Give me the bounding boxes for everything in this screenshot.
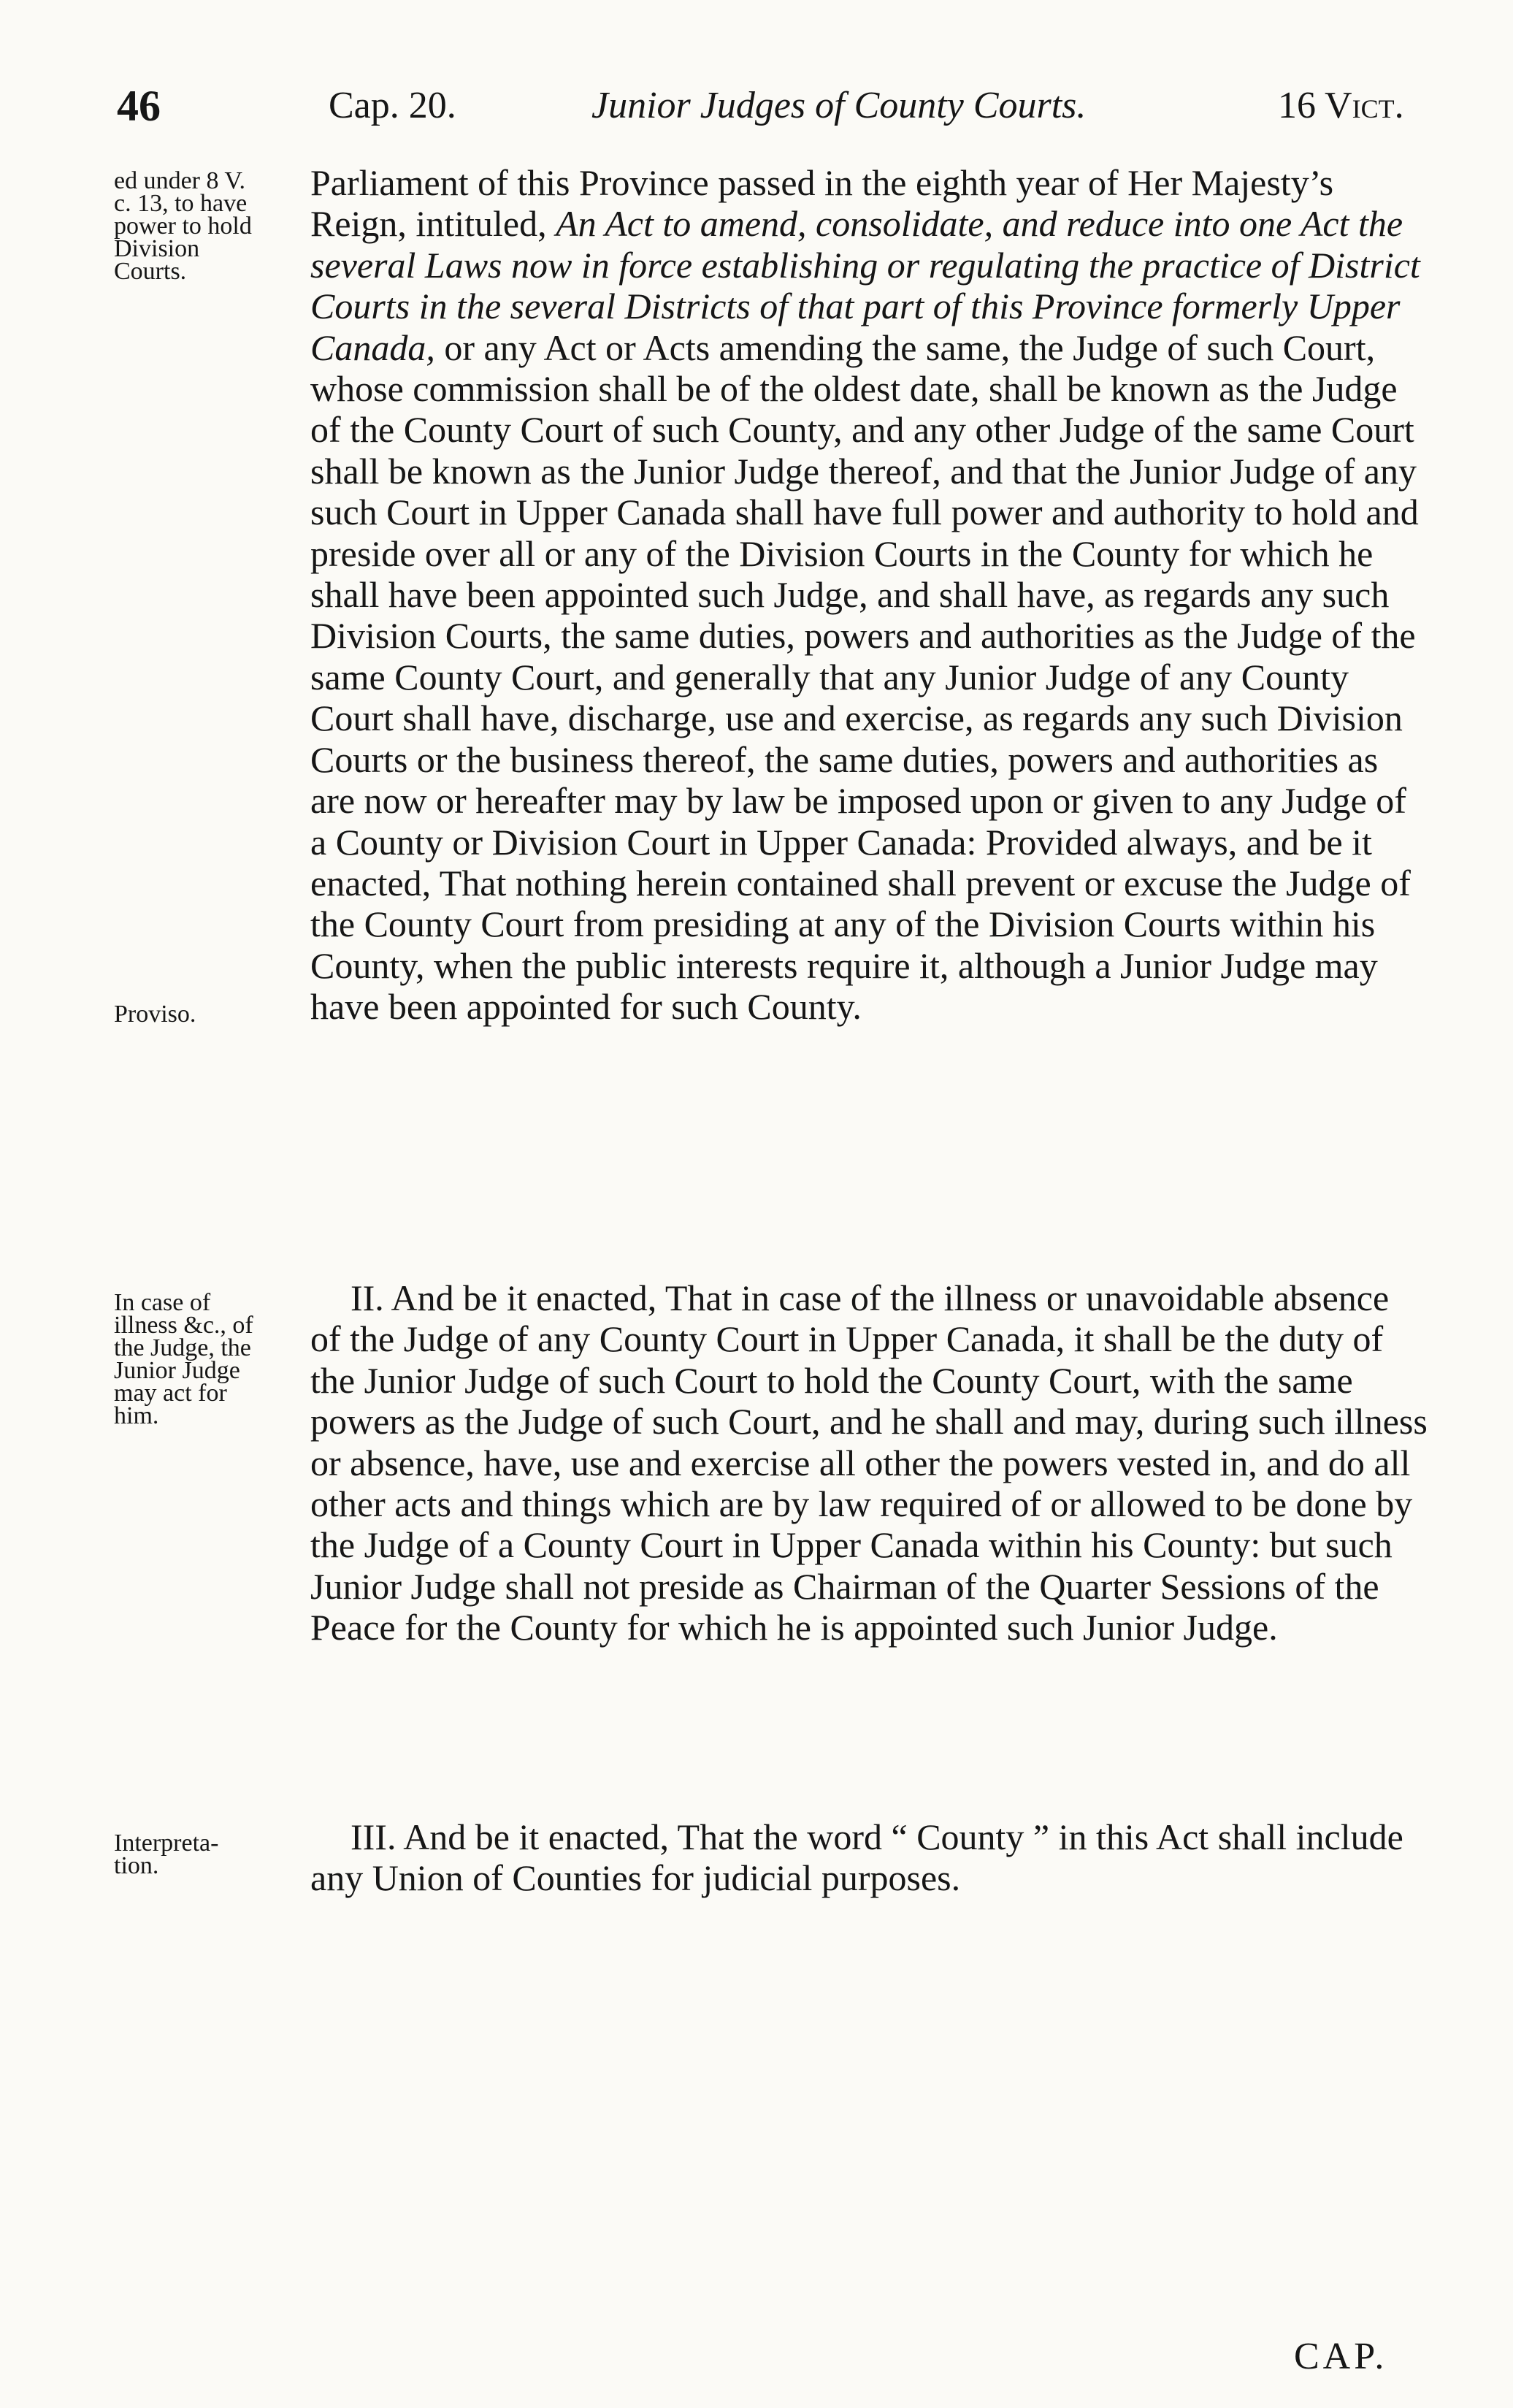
- marginal-note-line: power to hold: [114, 213, 252, 240]
- section-ii-text: II. And be it enacted, That in case of the illness or unavoidable absence of the Judge of any County Court in Upper Canada, it shall be the duty of the Junior Judge of such Court to hold the County Court, with the same powers as the Judge of such Court, and he shall and may, during such illness or absence, have, use and exercise all other the powers vested in, and do all other acts and things which are by law required of or allowed to be done by the Judge of a County Court in Upper Canada within his County: but such Junior Judge shall not preside as Chairman of the Quarter Sessions of the Peace for the County for which he is appointed such Junior Judge.: [310, 1277, 1428, 1648]
- marginal-note-interpretation: [114, 1832, 311, 1877]
- paragraph-continued: [310, 162, 1428, 1028]
- page-number: 46: [117, 82, 161, 130]
- section-iii-text: III. And be it enacted, That the word “ County ” in this Act shall include any Union of Counties for judicial purposes.: [310, 1816, 1403, 1899]
- catchword: CAP.: [1294, 2336, 1388, 2377]
- marginal-note-line: tion.: [114, 1852, 159, 1879]
- marginal-note-illness: [114, 1291, 311, 1427]
- chapter-number: Cap. 20.: [329, 85, 456, 126]
- marginal-note-line: may act for: [114, 1380, 227, 1407]
- paragraph-text: Parliament of this Province passed in the eighth year of Her Majesty’s Reign, intituled,: [310, 162, 1334, 245]
- marginal-note-proviso: [114, 1001, 311, 1028]
- paragraph-text: or any Act or Acts amending the same, the Judge of such Court, whose commission shall be of the oldest date, shall be known as the Judge of the County Court of such County, and any other Judge of the same Court shall be known as the Junior Judge thereof, and that the Junior Judge of any such Court in Upper Canada shall have full power and authority to hold and preside over all or any of the Division Courts in the County for which he shall have been appointed such Judge, and shall have, as regards any such Division Courts, the same duties, powers and authorities as the Judge of the same County Court, and generally that any Junior Judge of any County Court shall have, discharge, use and exercise, as regards any such Division Courts or the business thereof, the same duties, powers and authorities as are now or hereafter may by law be imposed upon or given to any Judge of a County or Division Court in Upper Canada: Provided always, and be it enacted, That nothing herein contained shall prevent or excuse the Judge of the County Court from presiding at any of the Division Courts within his County, when the public interests require it, although a Junior Judge may have been appointed for such County.: [310, 326, 1419, 1028]
- marginal-note-line: the Judge, the: [114, 1334, 251, 1361]
- marginal-note-line: c. 13, to have: [114, 190, 248, 217]
- marginal-note-line: Proviso.: [114, 1001, 196, 1028]
- marginal-note-line: Interpreta-: [114, 1830, 219, 1857]
- section-iii: [310, 1816, 1428, 1899]
- regnal-year: 16 Vict.: [1278, 85, 1404, 126]
- marginal-note-line: In case of: [114, 1289, 211, 1316]
- marginal-note-authority: [114, 169, 311, 283]
- marginal-note-line: Division: [114, 235, 200, 262]
- marginal-note-line: Junior Judge: [114, 1357, 240, 1384]
- marginal-note-line: him.: [114, 1402, 159, 1429]
- section-ii: [310, 1277, 1428, 1648]
- marginal-note-line: Courts.: [114, 258, 187, 285]
- act-title: An Act to amend, consolidate, and reduce into one Act the several Laws now in force establishing or regulating the practice of District Courts in the several Districts of that part of this Province formerly Upper Canada,: [310, 203, 1420, 368]
- marginal-note-line: illness &c., of: [114, 1312, 253, 1339]
- running-title: Junior Judges of County Courts.: [591, 85, 1087, 126]
- marginal-note-line: ed under 8 V.: [114, 167, 246, 194]
